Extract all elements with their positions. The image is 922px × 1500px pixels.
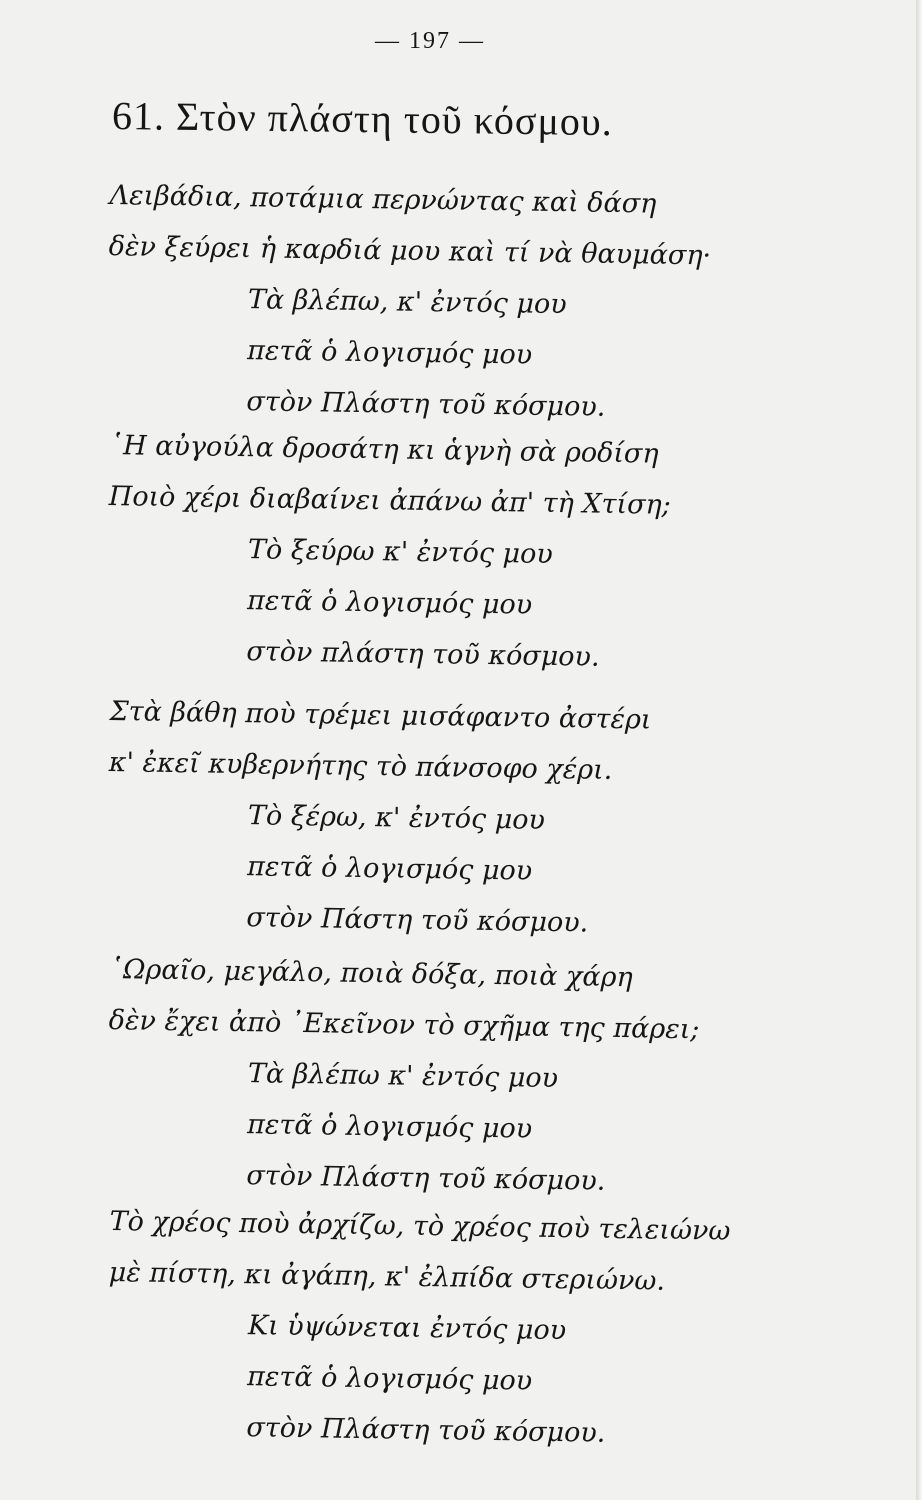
refrain-line: πετᾶ ὁ λογισμός μου bbox=[246, 851, 533, 887]
refrain-line: Τὰ βλέπω κ' ἐντός μου bbox=[247, 1058, 559, 1095]
stanza-3 bbox=[106, 686, 870, 953]
stanza-2 bbox=[106, 420, 870, 687]
refrain-line: Τὸ ξέρω, κ' ἐντός μου bbox=[247, 800, 546, 836]
verse-line: δὲν ἔχει ἀπὸ ᾿Εκεῖνον τὸ σχῆμα της πάρει; bbox=[108, 1004, 700, 1046]
verse-line: δὲν ξεύρει ἡ καρδιά μου καὶ τί νὰ θαυμάση· bbox=[108, 230, 712, 272]
refrain-line: πετᾶ ὁ λογισμός μου bbox=[246, 1109, 533, 1145]
refrain-line: στὸν Πάστη τοῦ κόσμου. bbox=[246, 902, 589, 939]
verse-line: κ' ἐκεῖ κυβερνήτης τὸ πάνσοφο χέρι. bbox=[108, 746, 613, 786]
refrain-line: πετᾶ ὁ λογισμός μου bbox=[246, 585, 533, 621]
verse-line: Λειβάδια, ποτάμια περνώντας καὶ δάση bbox=[109, 179, 657, 220]
refrain-line: Κι ὑψώνεται ἐντός μου bbox=[247, 1310, 567, 1347]
verse-line: Τὸ χρέος ποὺ ἀρχίζω, τὸ χρέος ποὺ τελειώνω bbox=[109, 1205, 731, 1247]
verse-line: μὲ πίστη, κι ἀγάπη, κ' ἐλπίδα στεριώνω. bbox=[108, 1256, 666, 1297]
refrain-line: στὸν πλάστη τοῦ κόσμου. bbox=[246, 636, 600, 673]
poem-title: 61. Στὸν πλάστη τοῦ κόσμου. bbox=[111, 93, 614, 145]
refrain-line: πετᾶ ὁ λογισμός μου bbox=[246, 335, 533, 371]
refrain-line: Τὰ βλέπω, κ' ἐντός μου bbox=[247, 284, 567, 321]
verse-line: Στὰ βάθη ποὺ τρέμει μισάφαντο ἀστέρι bbox=[109, 695, 652, 736]
verse-line: Ποιὸ χέρι διαβαίνει ἀπάνω ἀπ' τὴ Χτίση; bbox=[108, 480, 672, 521]
refrain-line: στὸν Πλάστη τοῦ κόσμου. bbox=[246, 386, 606, 423]
page-edge bbox=[916, 0, 922, 1500]
refrain-line: πετᾶ ὁ λογισμός μου bbox=[246, 1361, 533, 1397]
stanza-1 bbox=[106, 170, 870, 437]
page-number: — 197 — bbox=[375, 28, 485, 54]
refrain-line: στὸν Πλάστη τοῦ κόσμου. bbox=[246, 1160, 606, 1197]
refrain-line: στὸν Πλάστη τοῦ κόσμου. bbox=[246, 1412, 606, 1449]
verse-line: ῾Ωραῖο, μεγάλο, ποιὰ δόξα, ποιὰ χάρη bbox=[109, 953, 633, 994]
refrain-line: Τὸ ξεύρω κ' ἐντός μου bbox=[247, 534, 554, 570]
stanza-5 bbox=[106, 1196, 870, 1463]
verse-line: ῾Η αὐγούλα δροσάτη κι ἁγνὴ σὰ ροδίση bbox=[109, 429, 659, 470]
stanza-4 bbox=[106, 944, 870, 1211]
